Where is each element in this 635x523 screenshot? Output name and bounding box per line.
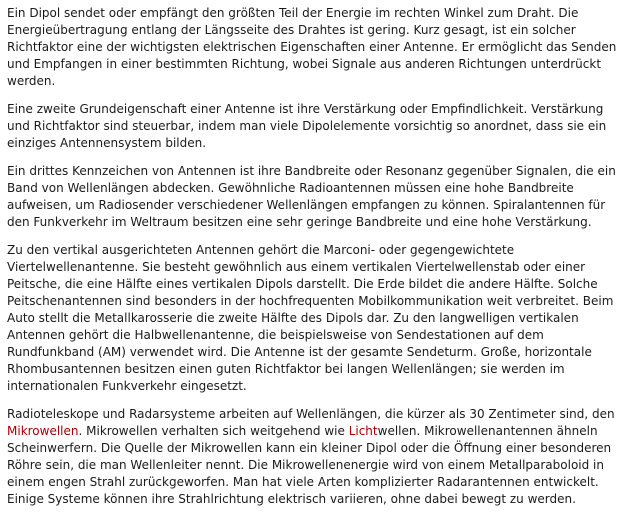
link-mikrowellen[interactable]: Mikrowellen [7,424,79,438]
paragraph-mikrowellen-text-3: wellen. Mikrowellenantennen ähneln Scheinwerfern. Die Quelle der Mikrowellen kann ein kleiner Dipol oder die Öffnung einer besonderen Röhre sein, die man Wellenleiter nennt. Die Mikrowellenenergie wird von einem Metallparaboloid in einem engen Strahl zurückgeworfen. Man hat viele Arten komplizierter Radarantennen entwickelt. Einige Systeme können ihre Strahlrichtung elektrisch variieren, ohne dabei bewegt zu werden. [7,424,612,506]
paragraph-verstaerkung: Eine zweite Grundeigenschaft einer Antenne ist ihre Verstärkung oder Empfindlichkeit. Verstärkung und Richtfaktor sind steuerbar, indem man viele Dipolelemente vorsichtig so anordnet, dass sie ein einziges Antennensystem bilden. [7,102,607,150]
paragraph-dipol-richtfaktor: Ein Dipol sendet oder empfängt den größten Teil der Energie im rechten Winkel zum Draht. Die Energieübertragung entlang der Längsseite des Drahtes ist gering. Kurz gesagt, ist ein solcher Richtfaktor eine der wichtigsten elektrischen Eigenschaften einer Antenne. Er ermöglicht das Senden und Empfangen in einer bestimmten Richtung, wobei Signale aus anderen Richtungen unterdrückt werden. [7,6,617,88]
paragraph-mikrowellen-text-2: . Mikrowellen verhalten sich weitgehend wie [78,424,349,438]
article-body [7,5,629,519]
paragraph-mikrowellen [7,406,629,508]
paragraph-mikrowellen-text-1: Radioteleskope und Radarsysteme arbeiten auf Wellenlängen, die kürzer als 30 Zentimeter sind, den [7,407,615,421]
link-licht[interactable]: Licht [348,424,378,438]
paragraph-vertikalantennen: Zu den vertikal ausgerichteten Antennen gehört die Marconi- oder gegengewichtete Viertelwellenantenne. Sie besteht gewöhnlich aus einem vertikalen Viertelwellenstab oder einer Peitsche, die eine Hälfte eines vertikalen Dipols darstellt. Die Erde bildet die andere Hälfte. Solche Peitschenantennen sind besonders in der hochfrequenten Mobilkommunikation weit verbreitet. Beim Auto stellt die Metallkarosserie die zweite Hälfte des Dipols dar. Zu den langwelligen vertikalen Antennen gehört die Halbwellenantenne, die beispielsweise von Sendestationen auf dem Rundfunkband (AM) verwendet wird. Die Antenne ist der gesamte Sendeturm. Große, horizontale Rhombusantennen besitzen einen guten Richtfaktor bei langen Wellenlängen; sie werden im internationalen Funkverkehr eingesetzt. [7,243,614,393]
paragraph-bandbreite: Ein drittes Kennzeichen von Antennen ist ihre Bandbreite oder Resonanz gegenüber Signalen, die ein Band von Wellenlängen abdecken. Gewöhnliche Radioantennen müssen eine hohe Bandbreite aufweisen, um Radiosender verschiedener Wellenlängen empfangen zu können. Spiralantennen für den Funkverkehr im Weltraum besitzen eine sehr geringe Bandbreite und eine hohe Verstärkung. [7,164,616,229]
